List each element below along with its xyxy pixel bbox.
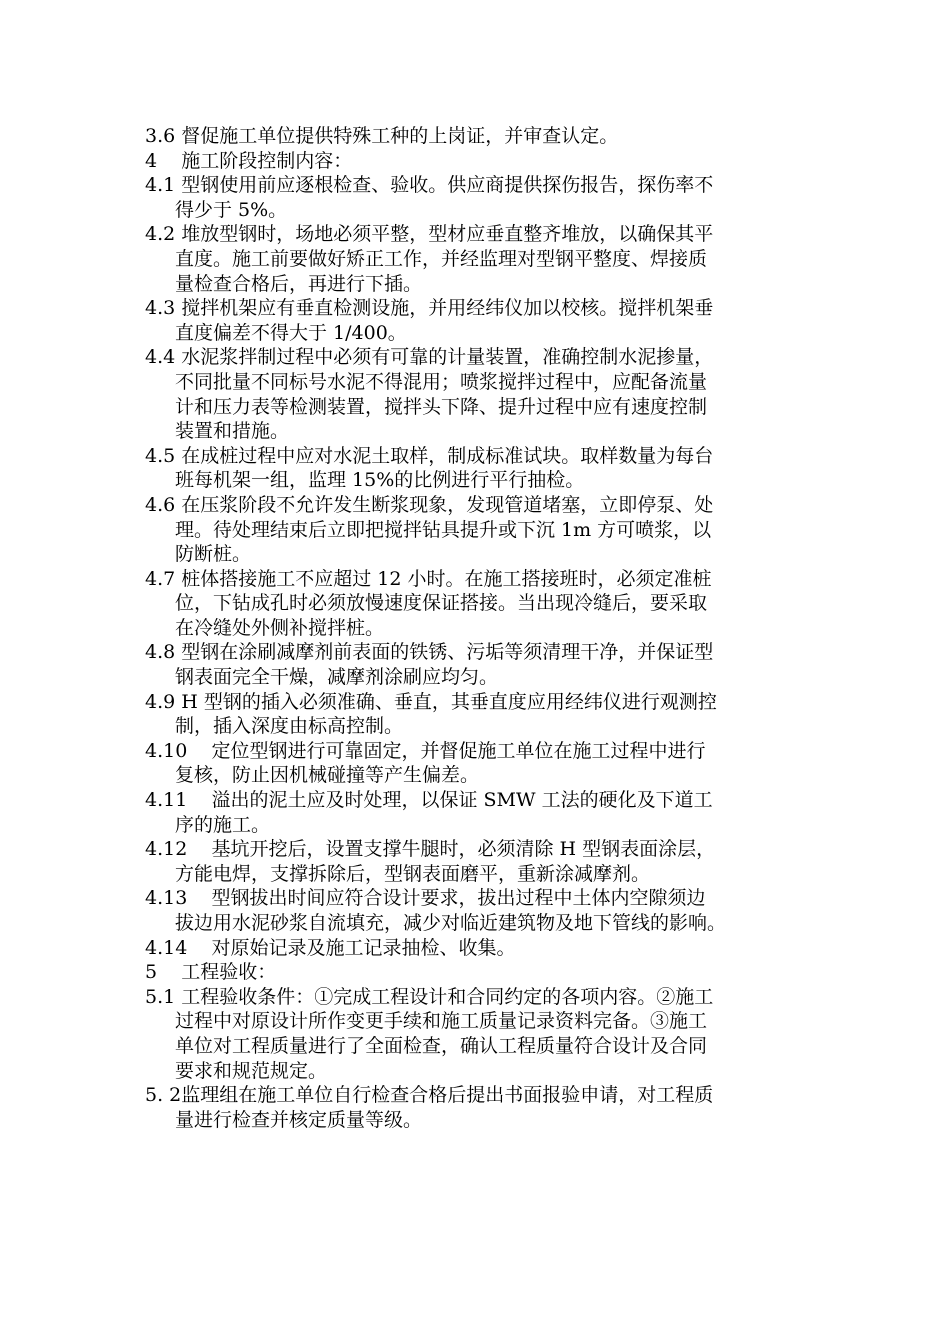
paragraph-continuation-line [145,911,817,936]
paragraph-first-line [145,886,817,911]
paragraph-number: 3.6 [145,125,176,147]
number-separator [187,936,211,961]
paragraph-first-line [145,960,817,985]
paragraph-first-line [145,222,817,247]
paragraph-text: 型钢拔出时间应符合设计要求，拔出过程中土体内空隙须边 [211,887,706,910]
paragraph-continuation-line [145,616,817,641]
paragraph-first-line [145,640,817,665]
number-separator [187,788,211,813]
paragraph-number: 4.13 [145,887,188,910]
paragraph-number: 4.10 [145,739,188,762]
paragraph-continuation-line [145,419,817,444]
paragraph-first-line [145,739,817,764]
numbered-paragraph [145,985,817,1083]
paragraph-number: 4.7 [145,567,176,590]
paragraph-text: 水泥浆拌制过程中必须有可靠的计量装置，准确控制水泥掺量， [181,346,714,369]
numbered-paragraph [145,739,817,788]
paragraph-text: 量检查合格后，再进行下插。 [175,272,423,295]
paragraph-number: 4.8 [145,641,176,664]
paragraph-continuation-line [145,1059,817,1084]
paragraph-text: 在压浆阶段不允许发生断浆现象，发现管道堵塞，立即停泵、处 [181,493,714,516]
numbered-paragraph [145,936,817,961]
paragraph-number: 4.6 [145,493,176,516]
numbered-paragraph [145,345,817,443]
paragraph-continuation-line [145,714,817,739]
numbered-paragraph [145,444,817,493]
paragraph-number: 4 [145,149,158,172]
paragraph-number: 4.1 [145,174,176,197]
numbered-paragraph [145,173,817,222]
paragraph-number: 4.2 [145,223,176,246]
paragraph-continuation-line [145,813,817,838]
paragraph-continuation-line [145,763,817,788]
paragraph-number: 4.3 [145,297,176,320]
paragraph-text: 要求和规范规定。 [175,1059,328,1082]
paragraph-text: 得少于 5%。 [175,198,288,221]
numbered-paragraph [145,296,817,345]
paragraph-continuation-line [145,247,817,272]
paragraph-text: 督促施工单位提供特殊工种的上岗证，并审查认定。 [181,125,619,147]
paragraph-text: 工程验收条件：①完成工程设计和合同约定的各项内容。②施工 [181,985,714,1008]
number-separator [187,739,211,764]
paragraph-continuation-line [145,370,817,395]
paragraph-first-line [145,345,817,370]
paragraph-text: 钢表面完全干燥，减摩剂涂刷应均匀。 [175,666,499,689]
paragraph-number: 4.12 [145,838,188,861]
numbered-paragraph [145,690,817,739]
paragraph-number: 4.14 [145,936,188,959]
paragraph-text: 复核，防止因机械碰撞等产生偏差。 [175,764,480,787]
paragraph-text: 不同批量不同标号水泥不得混用；喷浆搅拌过程中，应配备流量 [175,370,708,393]
paragraph-number: 4.9 [145,690,176,713]
paragraph-first-line [145,493,817,518]
paragraph-text: 过程中对原设计所作变更手续和施工质量记录资料完备。③施工 [175,1010,708,1033]
paragraph-text: 直度偏差不得大于 1/400。 [175,321,407,344]
document-body [145,124,817,1132]
paragraph-text: 搅拌机架应有垂直检测设施，并用经纬仪加以校核。搅拌机架垂 [181,297,714,320]
paragraph-first-line [145,444,817,469]
paragraph-first-line [145,837,817,862]
paragraph-first-line [145,690,817,715]
numbered-paragraph [145,837,817,886]
paragraph-continuation-line [145,468,817,493]
paragraph-text: 在冷缝处外侧补搅拌桩。 [175,616,385,639]
number-separator [187,886,211,911]
paragraph-number: 5. 2 [145,1084,182,1107]
paragraph-text: 装置和措施。 [175,420,290,443]
paragraph-first-line [145,149,817,174]
numbered-paragraph [145,567,817,641]
paragraph-text: H 型钢的插入必须准确、垂直，其垂直度应用经纬仪进行观测控 [181,690,717,713]
paragraph-continuation-line [145,1034,817,1059]
paragraph-continuation-line [145,542,817,567]
paragraph-text: 计和压力表等检测装置，搅拌头下降、提升过程中应有速度控制 [175,395,708,418]
number-separator [157,960,181,985]
paragraph-text: 型钢使用前应逐根检查、验收。供应商提供探伤报告，探伤率不 [181,174,714,197]
numbered-paragraph [145,493,817,567]
numbered-paragraph [145,886,817,935]
numbered-paragraph [145,222,817,296]
paragraph-continuation-line [145,198,817,223]
paragraph-text: 型钢在涂刷减摩剂前表面的铁锈、污垢等须清理干净，并保证型 [181,641,714,664]
paragraph-text: 制，插入深度由标高控制。 [175,715,404,738]
paragraph-text: 基坑开挖后，设置支撑牛腿时，必须清除 H 型钢表面涂层， [211,838,716,861]
paragraph-first-line [145,1083,817,1108]
paragraph-continuation-line [145,321,817,346]
paragraph-text: 直度。施工前要做好矫正工作，并经监理对型钢平整度、焊接质 [175,247,708,270]
numbered-paragraph [145,640,817,689]
paragraph-text: 单位对工程质量进行了全面检查，确认工程质量符合设计及合同 [175,1034,708,1057]
paragraph-continuation-line [145,1108,817,1133]
paragraph-text: 拔边用水泥砂浆自流填充，减少对临近建筑物及地下管线的影响。 [175,912,727,934]
paragraph-continuation-line [145,272,817,297]
paragraph-first-line [145,296,817,321]
paragraph-text: 序的施工。 [175,813,271,836]
paragraph-continuation-line [145,862,817,887]
numbered-paragraph [145,149,817,174]
paragraph-first-line [145,788,817,813]
paragraph-first-line [145,124,817,149]
paragraph-continuation-line [145,395,817,420]
paragraph-text: 理。待处理结束后立即把搅拌钻具提升或下沉 1m 方可喷浆，以 [175,518,712,541]
paragraph-first-line [145,567,817,592]
paragraph-text: 方能电焊，支撑拆除后，型钢表面磨平，重新涂减摩剂。 [175,862,651,885]
paragraph-continuation-line [145,1009,817,1034]
paragraph-number: 5 [145,961,158,984]
paragraph-number: 4.11 [145,789,188,812]
paragraph-text: 对原始记录及施工记录抽检、收集。 [211,936,516,959]
number-separator [157,149,181,174]
numbered-paragraph [145,960,817,985]
paragraph-first-line [145,936,817,961]
numbered-paragraph [145,788,817,837]
paragraph-text: 量进行检查并核定质量等级。 [175,1108,423,1131]
paragraph-text: 桩体搭接施工不应超过 12 小时。在施工搭接班时，必须定准桩 [181,567,712,590]
paragraph-continuation-line [145,518,817,543]
paragraph-number: 4.5 [145,444,176,467]
paragraph-continuation-line [145,665,817,690]
paragraph-text: 班每机架一组，监理 15%的比例进行平行抽检。 [175,469,585,492]
paragraph-continuation-line [145,591,817,616]
paragraph-text: 在成桩过程中应对水泥土取样，制成标准试块。取样数量为每台 [181,444,714,467]
paragraph-number: 4.4 [145,346,176,369]
paragraph-text: 监理组在施工单位自行检查合格后提出书面报验申请，对工程质 [181,1084,714,1107]
paragraph-first-line [145,985,817,1010]
paragraph-text: 堆放型钢时，场地必须平整，型材应垂直整齐堆放，以确保其平 [181,223,714,246]
numbered-paragraph [145,124,817,149]
paragraph-first-line [145,173,817,198]
paragraph-text: 位，下钻成孔时必须放慢速度保证搭接。当出现冷缝后，要采取 [175,592,708,615]
paragraph-text: 施工阶段控制内容： [181,149,353,172]
paragraph-number: 5.1 [145,985,176,1008]
paragraph-text: 定位型钢进行可靠固定，并督促施工单位在施工过程中进行 [211,739,706,762]
paragraph-text: 工程验收： [181,961,277,984]
paragraph-text: 溢出的泥土应及时处理，以保证 SMW 工法的硬化及下道工 [211,789,713,812]
numbered-paragraph [145,1083,817,1132]
paragraph-text: 防断桩。 [175,543,252,566]
number-separator [187,837,211,862]
